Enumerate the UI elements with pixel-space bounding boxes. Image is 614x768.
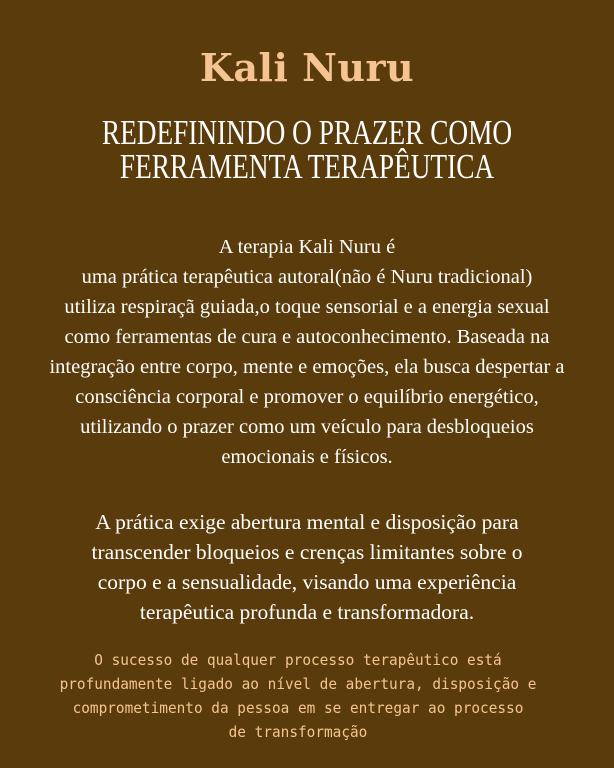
subtitle-line: FERRAMENTA TERAPÊUTICA [119, 147, 495, 186]
paragraph-line: utiliza respiraçã guiada,o toque sensorial e a energia sexual [64, 296, 550, 318]
paragraph-line: O sucesso de qualquer processo terapêutico está [94, 651, 502, 669]
page-subtitle [68, 113, 547, 186]
paragraph-line: profundamente ligado ao nível de abertura, disposição e [59, 675, 537, 693]
intro-paragraph [4, 232, 610, 472]
page-title: Kali Nuru [199, 45, 415, 90]
paragraph-line: comprometimento da pessoa em se entregar ao processo [72, 699, 524, 717]
paragraph-line: A terapia Kali Nuru é [218, 236, 396, 258]
paragraph-line: transcender bloqueios e crenças limitantes sobre o [91, 540, 523, 564]
requirements-paragraph [0, 507, 614, 627]
paragraph-line: A prática exige abertura mental e disposição para [95, 510, 519, 534]
paragraph-line: emocionais e físicos. [221, 446, 393, 468]
paragraph-line: corpo e a sensualidade, visando uma experiência [97, 570, 517, 594]
paragraph-line: terapêutica profunda e transformadora. [139, 600, 475, 624]
paragraph-line: como ferramentas de cura e autoconhecimento. Baseada na [64, 326, 550, 348]
paragraph-line: integração entre corpo, mente e emoções, ela busca despertar a [49, 356, 565, 378]
paragraph-line: consciência corporal e promover o equilíbrio energético, [75, 386, 539, 408]
paragraph-line: de transformação [228, 723, 368, 741]
paragraph-line: utilizando o prazer como um veículo para desbloqueios [80, 416, 534, 438]
subtitle-line: REDEFININDO O PRAZER COMO [101, 113, 513, 152]
closing-paragraph [12, 648, 584, 744]
paragraph-line: uma prática terapêutica autoral(não é Nuru tradicional) [81, 266, 533, 288]
